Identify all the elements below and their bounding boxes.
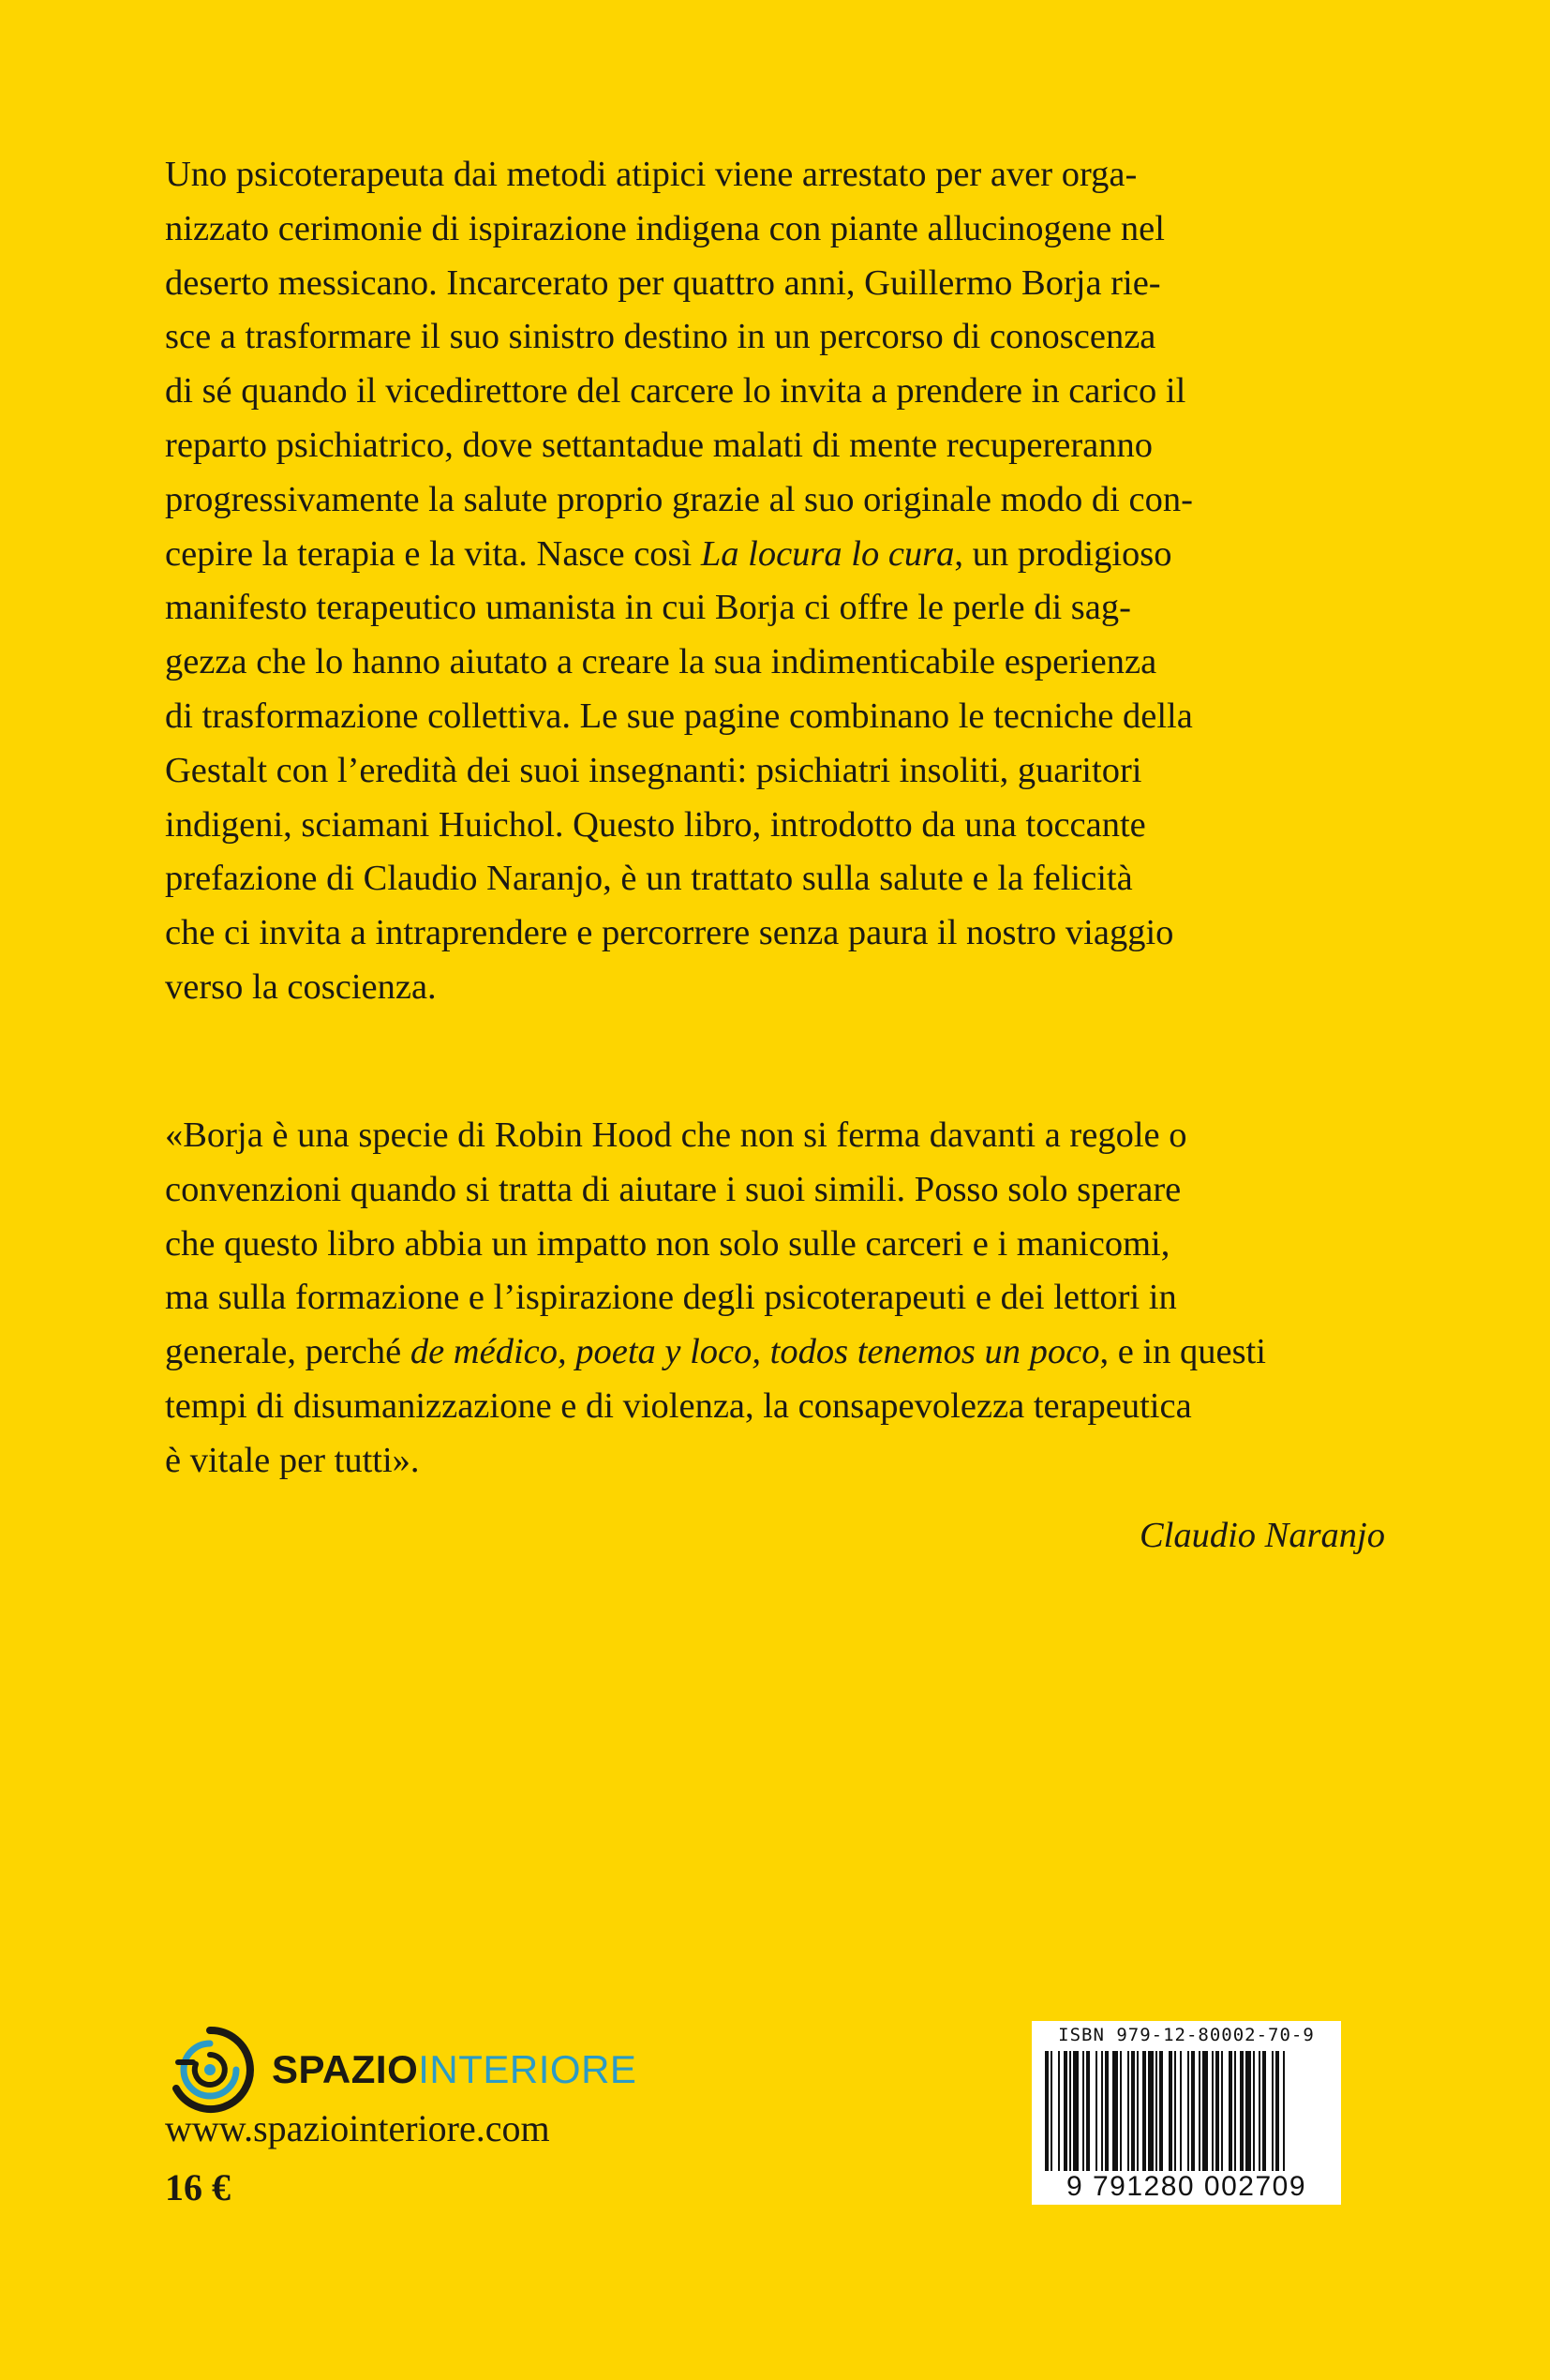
quote-text: tempi di disumanizzazione e di violenza, la consapevolezza terapeutica: [165, 1385, 1192, 1426]
publisher-url: www.spaziointeriore.com: [165, 2107, 550, 2149]
barcode-bars-icon: [1045, 2051, 1328, 2171]
blurb-text: che ci invita a intraprendere e percorrere senza paura il nostro viaggio: [165, 913, 1174, 953]
book-title-italic: La locura lo cura: [700, 533, 955, 574]
blurb-text: indigeni, sciamani Huichol. Questo libro, introdotto da una toccante: [165, 804, 1146, 845]
blurb-text: Uno psicoterapeuta dai metodi atipici viene arrestato per aver orga-: [165, 155, 1138, 194]
blurb-text: cepire la terapia e la vita. Nasce così: [165, 533, 693, 574]
blurb-text: gezza che lo hanno aiutato a creare la sua indimenticabile esperienza: [165, 642, 1157, 682]
blurb-text: di trasformazione collettiva. Le sue pagine combinano le tecniche della: [165, 696, 1193, 736]
quote-text: convenzioni quando si tratta di aiutare i suoi simili. Posso solo sperare: [165, 1169, 1182, 1209]
publisher-logo: [165, 2025, 636, 2115]
quote-attribution: Claudio Naranjo: [1139, 1516, 1385, 1555]
blurb-text: Gestalt con l’eredità dei suoi insegnanti: psichiatri insoliti, guaritori: [165, 750, 1142, 790]
blurb-text: deserto messicano. Incarcerato per quattro anni, Guillermo Borja rie-: [165, 262, 1161, 303]
isbn-label: ISBN 979-12-80002-70-9: [1058, 2025, 1315, 2045]
blurb-text: reparto psichiatrico, dove settantadue malati di mente recupereranno: [165, 425, 1154, 465]
spanish-saying-italic: de médico, poeta y loco, todos tenemos un poco: [410, 1332, 1100, 1372]
blurb-text: verso la coscienza.: [165, 966, 437, 1007]
publisher-name: [272, 2047, 637, 2091]
blurb-text: di sé quando il vicedirettore del carcere lo invita a prendere in carico il: [165, 371, 1186, 412]
isbn-barcode: [1032, 2021, 1341, 2205]
blurb-text: , un prodigioso: [954, 533, 1172, 574]
quote-text: «Borja è una specie di Robin Hood che non si ferma davanti a regole o: [165, 1115, 1187, 1155]
quote-text: generale, perché: [165, 1332, 402, 1372]
blurb-paragraph: [165, 148, 1385, 1015]
blurb-text: manifesto terapeutico umanista in cui Borja ci offre le perle di sag-: [165, 588, 1131, 628]
blurb-text: progressivamente la salute proprio grazie al suo originale modo di con-: [165, 479, 1193, 519]
blurb-text: prefazione di Claudio Naranjo, è un trattato sulla salute e la felicità: [165, 859, 1133, 899]
quote-text: che questo libro abbia un impatto non solo sulle carceri e i manicomi,: [165, 1223, 1170, 1264]
blurb-text: nizzato cerimonie di ispirazione indigena con piante allucinogene nel: [165, 208, 1165, 248]
quote-text: ma sulla formazione e l’ispirazione degli psicoterapeuti e dei lettori in: [165, 1278, 1177, 1318]
blurb-text: sce a trasformare il suo sinistro destino in un percorso di conoscenza: [165, 317, 1156, 357]
publisher-name-light: INTERIORE: [418, 2047, 637, 2091]
spiral-logo-icon: [165, 2025, 255, 2115]
quote-text: , e in questi: [1099, 1332, 1266, 1372]
price-label: 16 €: [165, 2166, 231, 2208]
publisher-name-bold: SPAZIO: [272, 2047, 419, 2091]
quote-text: è vitale per tutti».: [165, 1440, 420, 1480]
naranjo-quote: [165, 1109, 1385, 1489]
barcode-digits: 9 791280 002709: [1066, 2171, 1307, 2202]
